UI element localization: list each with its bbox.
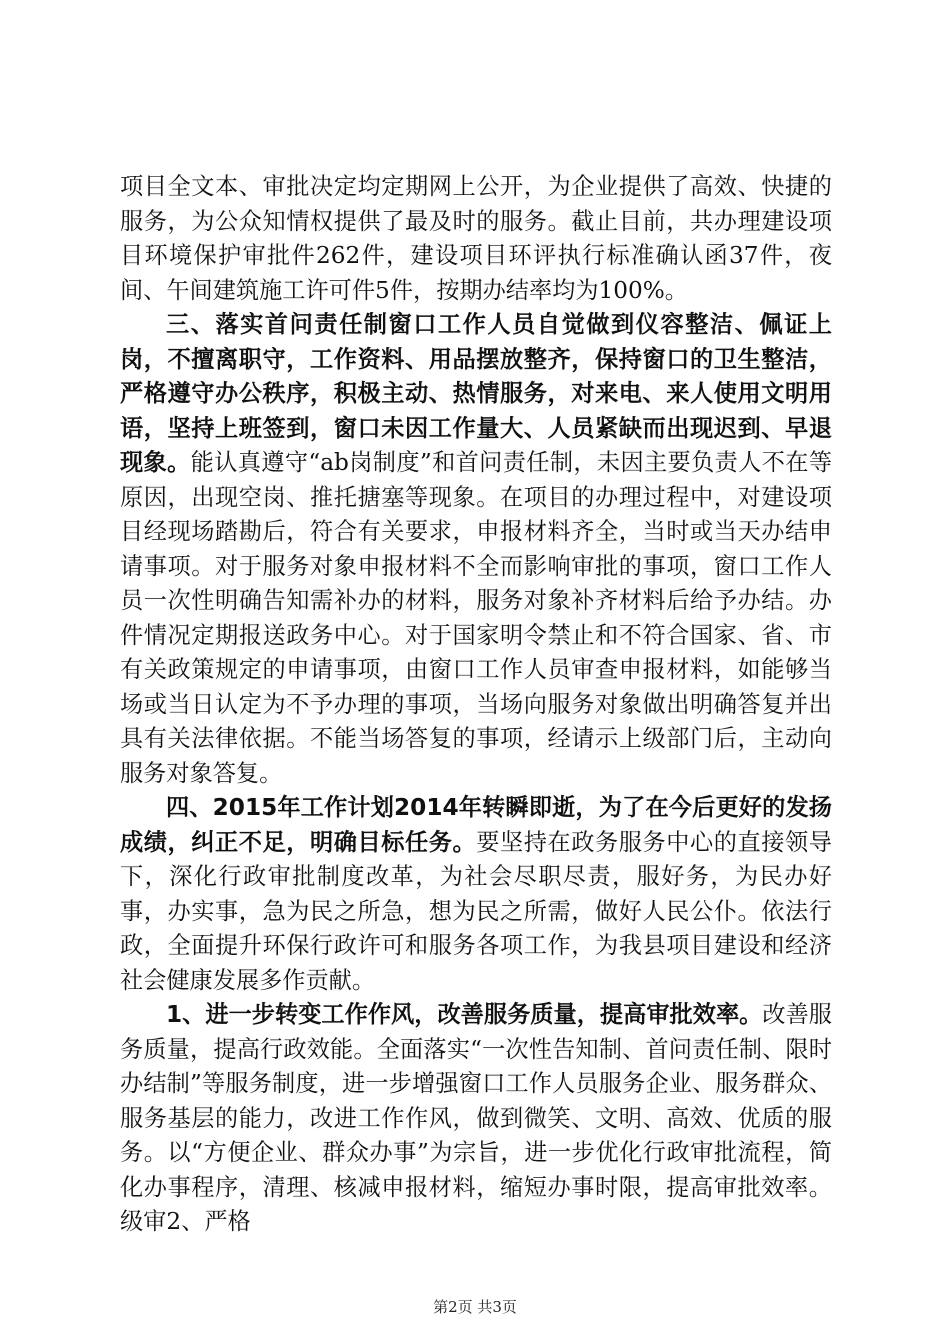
- paragraph-1: [120, 170, 832, 308]
- paragraph-3: [120, 791, 832, 998]
- paragraph-4: [120, 998, 832, 1240]
- document-body: [120, 170, 832, 1240]
- paragraph-2: [120, 308, 832, 791]
- paragraph-1-text: 项目全文本、审批决定均定期网上公开，为企业提供了高效、快捷的服务，为公众知情权提供了最及时的服务。截止目前，共办理建设项目环境保护审批件262件，建设项目环评执行标准确认函37件，夜间、午间建筑施工许可件5件，按期办结率均为100%。: [120, 173, 832, 304]
- paragraph-3-text: 要坚持在政务服务中心的直接领导下，深化行政审批制度改革，为社会尽职尽责，服好务，为民办好事，办实事，急为民之所急，想为民之所需，做好人民公仆。依法行政，全面提升环保行政许可和服务各项工作，为我县项目建设和经济社会健康发展多作贡献。: [120, 828, 832, 994]
- page-number-label: 第2页 共3页: [433, 1298, 517, 1316]
- paragraph-3-heading: 四、2015年工作计划2014年转瞬即逝，为了在今后更好的发扬成绩，纠正不足，明确目标任务。: [120, 794, 832, 856]
- paragraph-4-heading: 1、进一步转变工作作风，改善服务质量，提高审批效率。: [166, 1001, 763, 1028]
- page-footer: [0, 1297, 950, 1317]
- paragraph-2-text: 能认真遵守“ab岗制度”和首问责任制，未因主要负责人不在等原因，出现空岗、推托搪塞等现象。在项目的办理过程中，对建设项目经现场踏勘后，符合有关要求，申报材料齐全，当时或当天办结申请事项。对于服务对象申报材料不全而影响审批的事项，窗口工作人员一次性明确告知需补办的材料，服务对象补齐材料后给予办结。办件情况定期报送政务中心。对于国家明令禁止和不符合国家、省、市有关政策规定的申请事项，由窗口工作人员审查申报材料，如能够当场或当日认定为不予办理的事项，当场向服务对象做出明确答复并出具有关法律依据。不能当场答复的事项，经请示上级部门后，主动向服务对象答复。: [120, 449, 833, 787]
- paragraph-4-text: 改善服务质量，提高行政效能。全面落实“一次性告知制、首问责任制、限时办结制”等服务制度，进一步增强窗口工作人员服务企业、服务群众、服务基层的能力，改进工作作风，做到微笑、文明、高效、优质的服务。以“方便企业、群众办事”为宗旨，进一步优化行政审批流程，简化办事程序，清理、核减申报材料，缩短办事时限，提高审批效率。级审2、严格: [120, 1001, 832, 1235]
- paragraph-2-heading: 三、落实首问责任制窗口工作人员自觉做到仪容整洁、佩证上岗，不擅离职守，工作资料、用品摆放整齐，保持窗口的卫生整洁，严格遵守办公秩序，积极主动、热情服务，对来电、来人使用文明用语，坚持上班签到，窗口未因工作量大、人员紧缺而出现迟到、早退现象。: [120, 311, 832, 476]
